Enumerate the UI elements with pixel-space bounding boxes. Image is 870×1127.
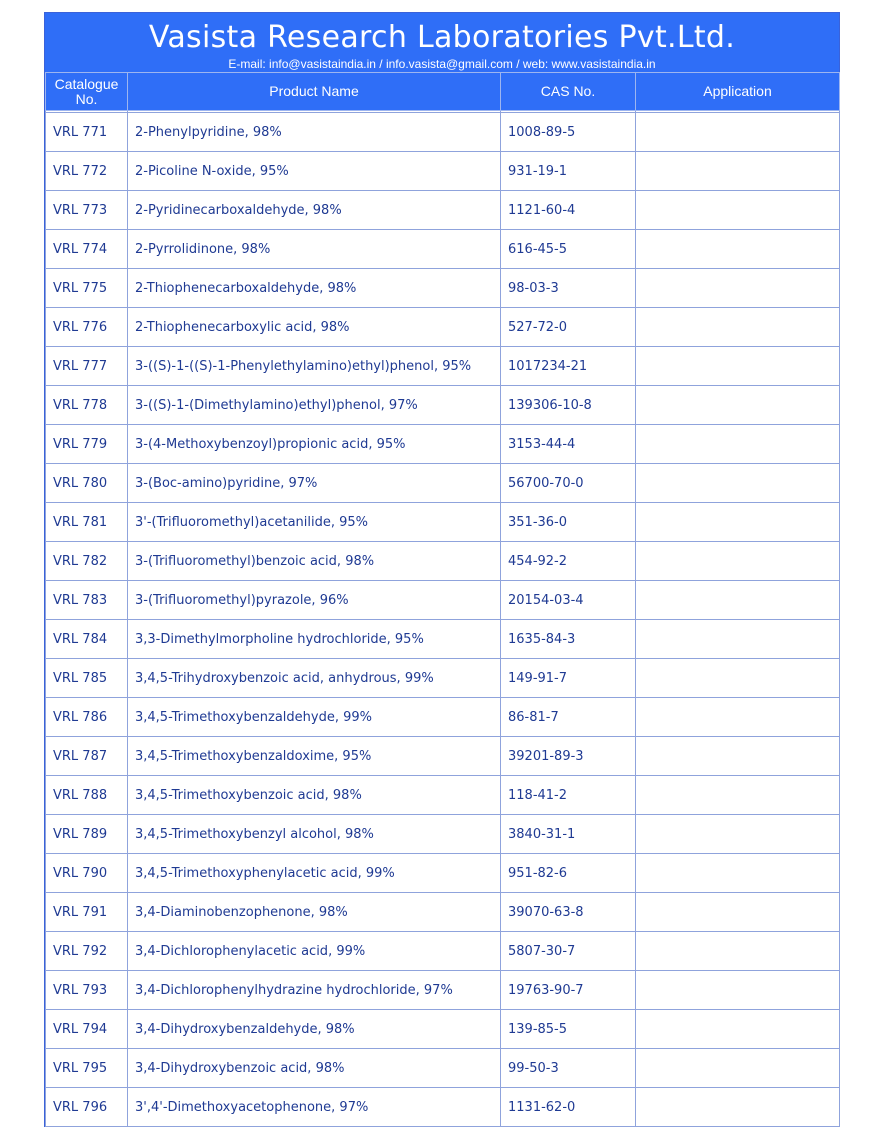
product-name-cell: 2-Picoline N-oxide, 95% [128, 152, 501, 191]
product-name-cell: 3,4,5-Trimethoxybenzaldoxime, 95% [128, 737, 501, 776]
cas-number-cell: 951-82-6 [501, 854, 636, 893]
cas-number-cell: 139306-10-8 [501, 386, 636, 425]
product-name-cell: 2-Pyridinecarboxaldehyde, 98% [128, 191, 501, 230]
table-row [46, 230, 840, 269]
column-header-catalogue: Catalogue No. [46, 73, 128, 111]
cas-number-cell: 5807-30-7 [501, 932, 636, 971]
table-row [46, 659, 840, 698]
cas-number-cell: 931-19-1 [501, 152, 636, 191]
product-name-cell: 3,4-Dihydroxybenzaldehyde, 98% [128, 1010, 501, 1049]
catalogue-number-cell: VRL 787 [46, 737, 128, 776]
catalogue-number-cell: VRL 786 [46, 698, 128, 737]
table-row [46, 932, 840, 971]
catalogue-number-cell: VRL 788 [46, 776, 128, 815]
cas-number-cell: 3153-44-4 [501, 425, 636, 464]
cas-number-cell: 3840-31-1 [501, 815, 636, 854]
table-row [46, 191, 840, 230]
application-cell [636, 386, 840, 425]
table-row [46, 854, 840, 893]
catalogue-number-cell: VRL 793 [46, 971, 128, 1010]
cas-number-cell: 56700-70-0 [501, 464, 636, 503]
product-name-cell: 3,4,5-Trimethoxyphenylacetic acid, 99% [128, 854, 501, 893]
table-row [46, 503, 840, 542]
catalogue-number-cell: VRL 775 [46, 269, 128, 308]
table-row [46, 893, 840, 932]
application-cell [636, 191, 840, 230]
product-name-cell: 3-(4-Methoxybenzoyl)propionic acid, 95% [128, 425, 501, 464]
cas-number-cell: 149-91-7 [501, 659, 636, 698]
application-cell [636, 230, 840, 269]
cas-number-cell: 39201-89-3 [501, 737, 636, 776]
table-row [46, 152, 840, 191]
product-name-cell: 2-Thiophenecarboxylic acid, 98% [128, 308, 501, 347]
catalogue-number-cell: VRL 791 [46, 893, 128, 932]
table-row [46, 971, 840, 1010]
catalogue-number-cell: VRL 778 [46, 386, 128, 425]
cas-number-cell: 99-50-3 [501, 1049, 636, 1088]
catalogue-number-cell: VRL 795 [46, 1049, 128, 1088]
cas-number-cell: 616-45-5 [501, 230, 636, 269]
table-row [46, 776, 840, 815]
cas-number-cell: 98-03-3 [501, 269, 636, 308]
catalogue-number-cell: VRL 776 [46, 308, 128, 347]
cas-number-cell: 86-81-7 [501, 698, 636, 737]
table-row [46, 1010, 840, 1049]
cas-number-cell: 1008-89-5 [501, 113, 636, 152]
application-cell [636, 893, 840, 932]
product-name-cell: 3-(Boc-amino)pyridine, 97% [128, 464, 501, 503]
table-row [46, 698, 840, 737]
catalogue-number-cell: VRL 773 [46, 191, 128, 230]
contact-line: E-mail: info@vasistaindia.in / info.vasista@gmail.com / web: www.vasistaindia.in [228, 57, 656, 71]
cas-number-cell: 527-72-0 [501, 308, 636, 347]
column-header-product: Product Name [128, 73, 501, 111]
application-cell [636, 464, 840, 503]
application-cell [636, 659, 840, 698]
cas-number-cell: 1017234-21 [501, 347, 636, 386]
application-cell [636, 152, 840, 191]
product-name-cell: 3,4-Dichlorophenylhydrazine hydrochloride, 97% [128, 971, 501, 1010]
application-cell [636, 581, 840, 620]
cas-number-cell: 139-85-5 [501, 1010, 636, 1049]
table-row [46, 269, 840, 308]
application-cell [636, 932, 840, 971]
product-name-cell: 3,4-Dihydroxybenzoic acid, 98% [128, 1049, 501, 1088]
application-cell [636, 425, 840, 464]
table-row [46, 464, 840, 503]
application-cell [636, 815, 840, 854]
table-header-row [46, 73, 840, 111]
catalogue-number-cell: VRL 781 [46, 503, 128, 542]
cas-number-cell: 1121-60-4 [501, 191, 636, 230]
catalogue-number-cell: VRL 794 [46, 1010, 128, 1049]
catalogue-number-cell: VRL 792 [46, 932, 128, 971]
application-cell [636, 776, 840, 815]
application-cell [636, 308, 840, 347]
catalogue-number-cell: VRL 784 [46, 620, 128, 659]
application-cell [636, 113, 840, 152]
application-cell [636, 1049, 840, 1088]
table-row [46, 542, 840, 581]
application-cell [636, 347, 840, 386]
catalogue-number-cell: VRL 789 [46, 815, 128, 854]
table-row [46, 386, 840, 425]
product-name-cell: 3,4-Diaminobenzophenone, 98% [128, 893, 501, 932]
cas-number-cell: 19763-90-7 [501, 971, 636, 1010]
product-name-cell: 3,4,5-Trihydroxybenzoic acid, anhydrous, 99% [128, 659, 501, 698]
product-name-cell: 2-Thiophenecarboxaldehyde, 98% [128, 269, 501, 308]
application-cell [636, 620, 840, 659]
table-row [46, 308, 840, 347]
product-name-cell: 3-(Trifluoromethyl)pyrazole, 96% [128, 581, 501, 620]
table-row [46, 737, 840, 776]
company-name: Vasista Research Laboratories Pvt.Ltd. [148, 20, 736, 55]
table-row [46, 620, 840, 659]
application-cell [636, 1010, 840, 1049]
table-row [46, 425, 840, 464]
product-name-cell: 3',4'-Dimethoxyacetophenone, 97% [128, 1088, 501, 1127]
cas-number-cell: 1131-62-0 [501, 1088, 636, 1127]
table-body [46, 111, 840, 1127]
cas-number-cell: 1635-84-3 [501, 620, 636, 659]
catalogue-number-cell: VRL 782 [46, 542, 128, 581]
catalogue-number-cell: VRL 785 [46, 659, 128, 698]
company-banner [45, 13, 839, 72]
application-cell [636, 269, 840, 308]
product-name-cell: 3,4,5-Trimethoxybenzyl alcohol, 98% [128, 815, 501, 854]
product-name-cell: 2-Pyrrolidinone, 98% [128, 230, 501, 269]
application-cell [636, 971, 840, 1010]
table-row [46, 1049, 840, 1088]
table-row [46, 347, 840, 386]
cas-number-cell: 454-92-2 [501, 542, 636, 581]
column-header-application: Application [636, 73, 840, 111]
application-cell [636, 503, 840, 542]
product-name-cell: 3,4,5-Trimethoxybenzoic acid, 98% [128, 776, 501, 815]
table-row [46, 815, 840, 854]
catalogue-number-cell: VRL 777 [46, 347, 128, 386]
catalogue-number-cell: VRL 772 [46, 152, 128, 191]
product-name-cell: 3-((S)-1-(Dimethylamino)ethyl)phenol, 97% [128, 386, 501, 425]
application-cell [636, 737, 840, 776]
catalogue-sheet [44, 12, 840, 1127]
cas-number-cell: 351-36-0 [501, 503, 636, 542]
catalogue-number-cell: VRL 779 [46, 425, 128, 464]
application-cell [636, 1088, 840, 1127]
catalogue-number-cell: VRL 774 [46, 230, 128, 269]
catalogue-number-cell: VRL 796 [46, 1088, 128, 1127]
product-name-cell: 3,4-Dichlorophenylacetic acid, 99% [128, 932, 501, 971]
table-row [46, 1088, 840, 1127]
application-cell [636, 542, 840, 581]
catalogue-number-cell: VRL 771 [46, 113, 128, 152]
product-name-cell: 3,3-Dimethylmorpholine hydrochloride, 95% [128, 620, 501, 659]
application-cell [636, 698, 840, 737]
product-name-cell: 3'-(Trifluoromethyl)acetanilide, 95% [128, 503, 501, 542]
catalogue-number-cell: VRL 780 [46, 464, 128, 503]
table-row [46, 113, 840, 152]
product-name-cell: 2-Phenylpyridine, 98% [128, 113, 501, 152]
catalogue-number-cell: VRL 790 [46, 854, 128, 893]
application-cell [636, 854, 840, 893]
cas-number-cell: 20154-03-4 [501, 581, 636, 620]
column-header-cas: CAS No. [501, 73, 636, 111]
cas-number-cell: 118-41-2 [501, 776, 636, 815]
product-name-cell: 3-(Trifluoromethyl)benzoic acid, 98% [128, 542, 501, 581]
product-name-cell: 3-((S)-1-((S)-1-Phenylethylamino)ethyl)phenol, 95% [128, 347, 501, 386]
table-row [46, 581, 840, 620]
product-name-cell: 3,4,5-Trimethoxybenzaldehyde, 99% [128, 698, 501, 737]
product-table [45, 72, 840, 1127]
cas-number-cell: 39070-63-8 [501, 893, 636, 932]
catalogue-number-cell: VRL 783 [46, 581, 128, 620]
